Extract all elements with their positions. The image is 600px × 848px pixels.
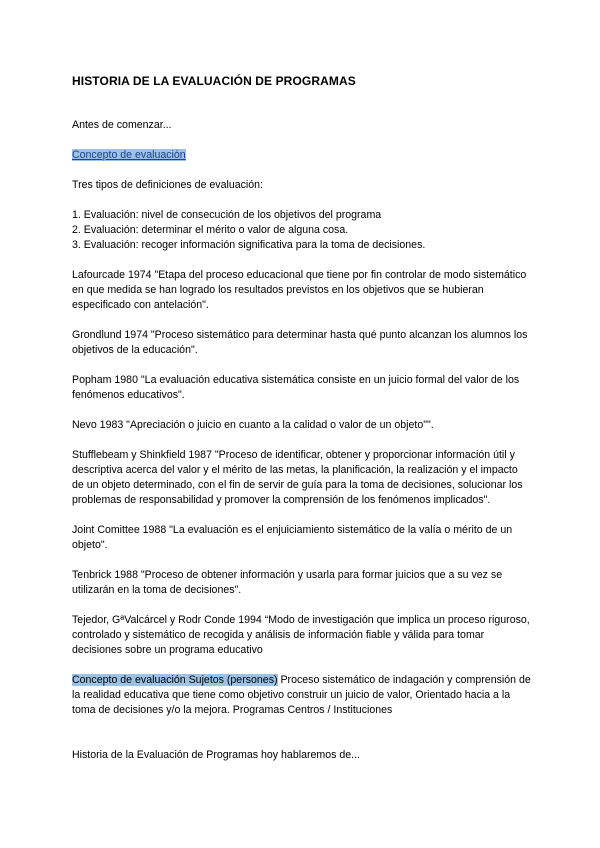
definition-tejedor: Tejedor, GªValcárcel y Rodr Conde 1994 “Modo de investigación que implica un proceso riguroso, controlado y sistemático de recogida y análisis de información fiable y válida para tomar decisiones sobre un programa educativo	[72, 614, 530, 656]
concept-paragraph	[72, 673, 532, 718]
concept-highlight: Concepto de evaluación Sujetos (persones)	[72, 674, 278, 686]
concept-heading-paragraph	[72, 148, 532, 163]
type-item-2: 2. Evaluación: determinar el mérito o valor de alguna cosa.	[72, 224, 349, 236]
definition-popham: Popham 1980 "La evaluación educativa sistemática consiste en un juicio formal del valor de los fenómenos educativos".	[72, 374, 520, 401]
concept-link[interactable]: Concepto de evaluación	[72, 149, 186, 161]
definition-joint-comittee: Joint Comittee 1988 "La evaluación es el enjuiciamiento sistemático de la valía o mérito de un objeto".	[72, 524, 513, 551]
types-heading: Tres tipos de definiciones de evaluación:	[72, 179, 263, 191]
document-body	[72, 118, 532, 763]
closing-paragraph: Historia de la Evaluación de Programas hoy hablaremos de...	[72, 749, 360, 761]
definition-stufflebeam: Stufflebeam y Shinkfield 1987 "Proceso de identificar, obtener y proporcionar información útil y descriptiva acerca del valor y el mérito de las metas, la planificación, la realización y el impacto de un objeto determinado, con el fin de servir de guía para la toma de decisiones, solucionar los problemas de responsabilidad y promover la comprensión de los fenómenos implicados".	[72, 449, 523, 506]
document-title: HISTORIA DE LA EVALUACIÓN DE PROGRAMAS	[72, 74, 356, 88]
definition-tenbrick: Tenbrick 1988 "Proceso de obtener información y usarla para formar juicios que a su vez se utilizarán en la toma de decisiones".	[72, 569, 503, 596]
definition-nevo: Nevo 1983 "Apreciación o juicio en cuanto a la calidad o valor de un objeto"".	[72, 419, 434, 431]
definition-grondlund: Grondlund 1974 "Proceso sistemático para determinar hasta qué punto alcanzan los alumnos los objetivos de la educación".	[72, 329, 528, 356]
type-item-1: 1. Evaluación: nivel de consecución de los objetivos del programa	[72, 209, 382, 221]
type-item-3: 3. Evaluación: recoger información significativa para la toma de decisiones.	[72, 239, 426, 251]
intro-paragraph: Antes de comenzar...	[72, 119, 172, 131]
definition-lafourcade: Lafourcade 1974 "Etapa del proceso educacional que tiene por fin controlar de modo sistemático en que medida se han logrado los resultados previstos en los objetivos que se hubieran especificado con antelación".	[72, 269, 527, 311]
concept-description: Proceso sistemático de indagación y comprensión de la realidad educativa que tiene como objetivo construir un juicio de valor, Orientado hacia a la toma de decisiones y/o la mejora. Programas Centros / Instituciones	[72, 674, 531, 716]
